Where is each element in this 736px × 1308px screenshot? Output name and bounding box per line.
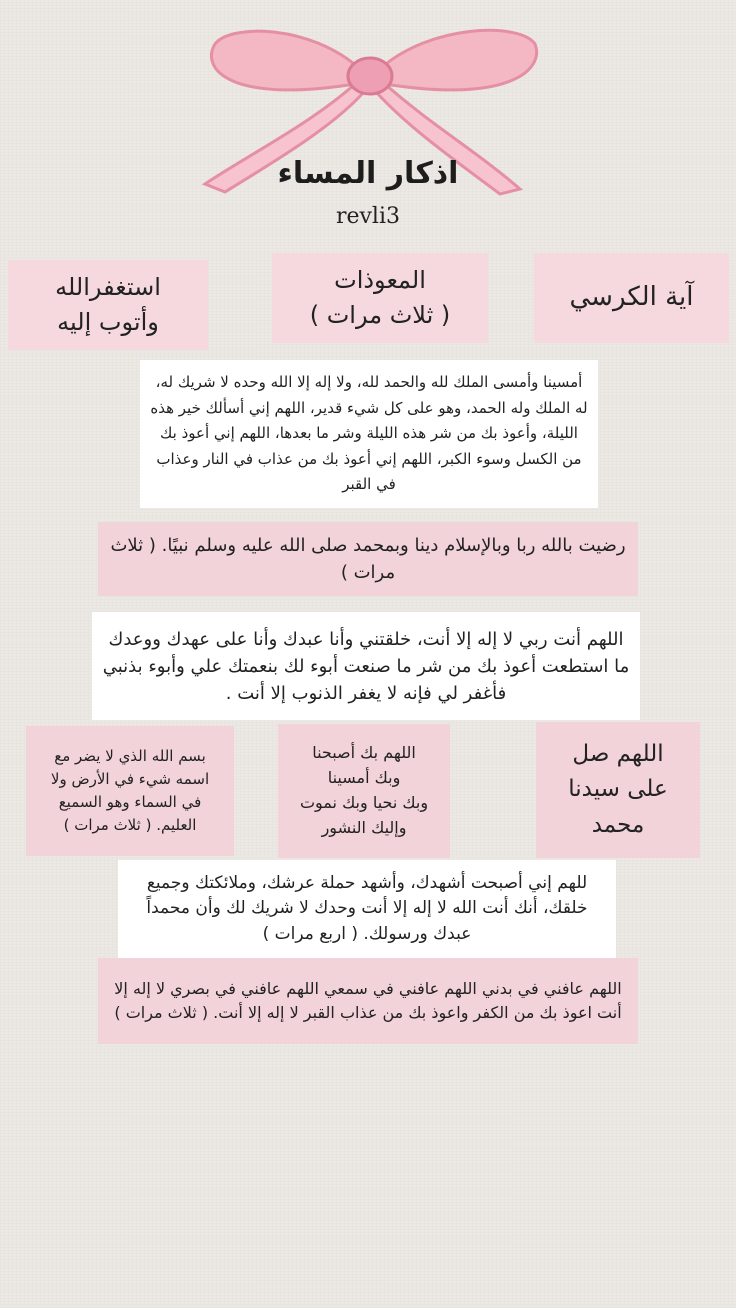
dhikr-paragraph-sayyid-istighfar: اللهم أنت ربي لا إله إلا أنت، خلقتني وأنا عبدك وأنا على عهدك ووعدك ما استطعت أعوذ بك من شر ما صنعت أبوء لك بنعمتك علي وأبوء بذنبي فأغفر لي فإنه لا يغفر الذنوب إلا أنت .	[92, 612, 640, 720]
dhikr-paragraph-evening: أمسينا وأمسى الملك لله والحمد لله، ولا إله إلا الله وحده لا شريك له، له الملك وله الحمد، وهو على كل شيء قدير، اللهم إني أسألك خير هذه الليلة، وأعوذ بك من شر هذه الليلة وشر ما بعدها، اللهم إني أعوذ بك من الكسل وسوء الكبر، اللهم إني أعوذ بك من عذاب في النار وعذاب في القبر	[140, 360, 598, 508]
dhikr-paragraph-radeetu: رضيت بالله ربا وبالإسلام دينا وبمحمد صلى الله عليه وسلم نبيًا. ( ثلاث مرات )	[98, 522, 638, 596]
dhikr-paragraph-ashhaduka: للهم إني أصبحت أشهدك، وأشهد حملة عرشك، وملائكتك وجميع خلقك، أنك أنت الله لا إله إلا أنت وحدك لا شريك لك وأن محمداً عبدك ورسولك. ( اربع مرات )	[118, 860, 616, 958]
page-title: اذكار المساء	[277, 156, 459, 191]
dhikr-paragraph-afini: اللهم عافني في بدني اللهم عافني في سمعي اللهم عافني في بصري لا إله إلا أنت اعوذ بك من الكفر واعوذ بك من عذاب القبر لا إله إلا أنت. ( ثلاث مرات )	[98, 958, 638, 1044]
istighfar-button[interactable]: استغفرالله وأتوب إليه	[8, 260, 208, 350]
dhikr-cell-bika-asbahna: اللهم بك أصبحنا وبك أمسينا وبك نحيا وبك نموت وإليك النشور	[278, 724, 450, 858]
dhikr-cell-salawat: اللهم صل على سيدنا محمد	[536, 722, 700, 858]
dhikr-cell-bismillah: بسم الله الذي لا يضر مع اسمه شيء في الأرض ولا في السماء وهو السميع العليم. ( ثلاث مرات )	[26, 726, 234, 856]
ayat-alkursi-button[interactable]: آية الكرسي	[534, 253, 729, 343]
author-handle: revli3	[335, 204, 401, 229]
muawwidhat-button[interactable]: المعوذات ( ثلاث مرات )	[272, 253, 488, 343]
